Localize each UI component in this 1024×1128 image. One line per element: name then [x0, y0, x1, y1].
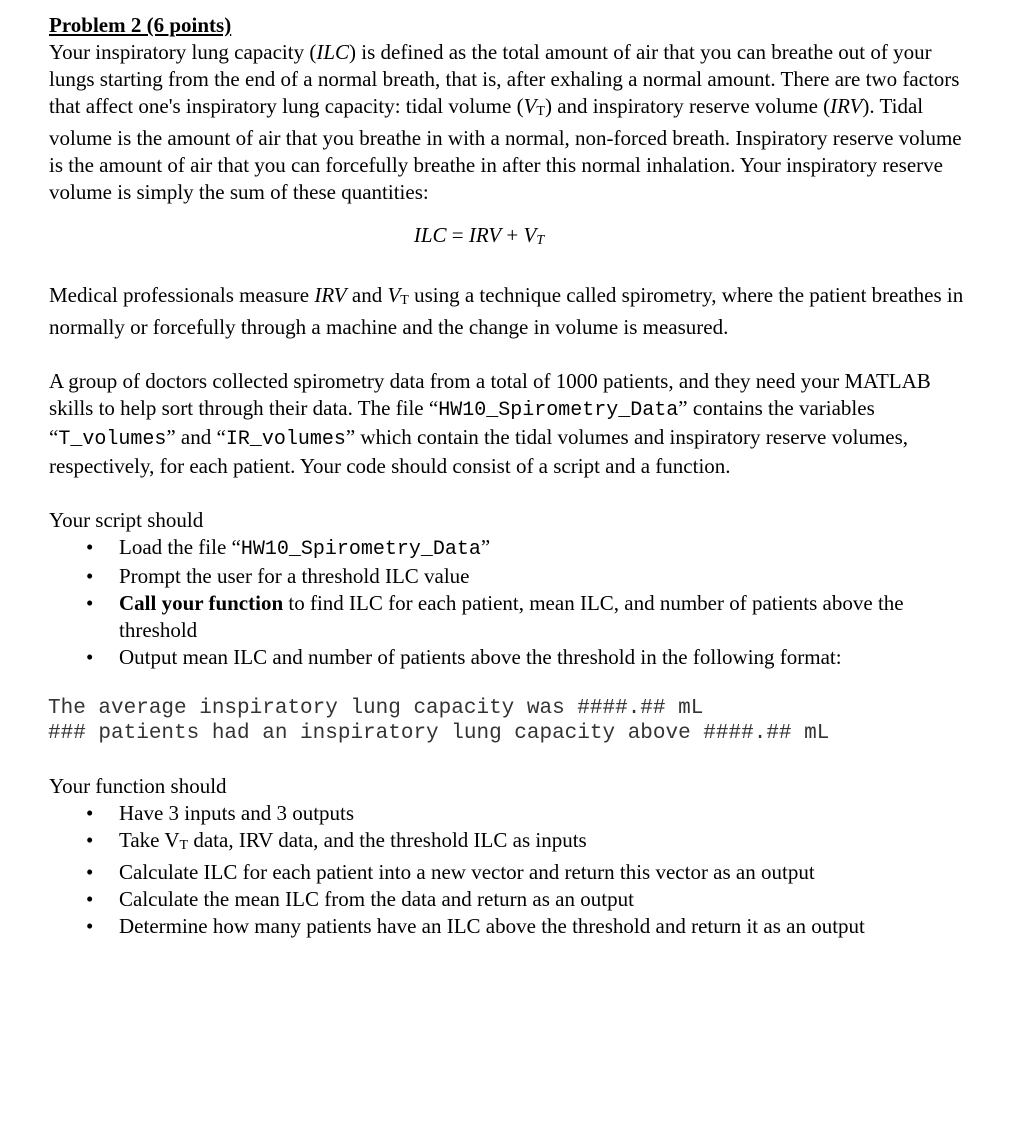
data-file-name: HW10_Spirometry_Data — [438, 399, 679, 422]
function-requirements-list — [49, 800, 979, 940]
list-item: • Prompt the user for a threshold ILC value — [119, 563, 979, 590]
ilc-equation: ILC = IRV + $V_T$ — [413, 223, 545, 248]
list-item: • Have 3 inputs and 3 outputs — [119, 800, 979, 827]
list-item: • Calculate the mean ILC from the data and return as an output — [119, 886, 979, 913]
function-heading: Your function should — [49, 774, 227, 798]
variable-t-volumes: T_volumes — [58, 428, 167, 451]
list-item: • Load the file “HW10_Spirometry_Data” — [119, 534, 979, 563]
list-item: • Call your function to find ILC for each patient, mean ILC, and number of patients above the threshold — [119, 590, 979, 644]
intro-paragraph: Your inspiratory lung capacity (ILC) is defined as the total amount of air that you can breathe out of your lungs starting from the end of a normal breath, that is, after exhaling a normal amount. There are two factors that affect one's inspiratory lung capacity: tidal volume $(V_T)$ and inspiratory reserve volume (IRV). Tidal volume is the amount of air that you breathe in with a normal, non-forced breath. Inspiratory reserve volume is the amount of air that you can forcefully breathe in after this normal inhalation. Your inspiratory reserve volume is simply the sum of these quantities: — [49, 40, 962, 204]
data-paragraph: A group of doctors collected spirometry data from a total of 1000 patients, and they need your MATLAB skills to help sort through their data. The file “HW10_Spirometry_Data” contains the variables “T_volumes” and “IR_volumes” which contain the tidal volumes and inspiratory reserve volumes, respectively, for each patient. Your code should consist of a script and a function. — [49, 369, 931, 478]
script-heading: Your script should — [49, 508, 204, 532]
problem-document — [49, 12, 979, 940]
output-format-block: The average inspiratory lung capacity was ####.## mL ### patients had an inspiratory lung capacity above ####.## mL — [48, 697, 830, 745]
list-item: • Determine how many patients have an ILC above the threshold and return it as an output — [119, 913, 979, 940]
variable-ir-volumes: IR_volumes — [225, 428, 346, 451]
list-item: • Take $V_T$ data, IRV data, and the threshold ILC as inputs — [119, 827, 979, 859]
problem-title: Problem 2 (6 points) — [49, 13, 232, 37]
script-requirements-list — [49, 534, 979, 671]
list-item: • Calculate ILC for each patient into a new vector and return this vector as an output — [119, 859, 979, 886]
spirometry-paragraph: Medical professionals measure IRV and $V_T$ using a technique called spirometry, where the patient breathes in normally or forcefully through a machine and the change in volume is measured. — [49, 283, 964, 339]
list-item: • Output mean ILC and number of patients above the threshold in the following format: — [119, 644, 979, 671]
